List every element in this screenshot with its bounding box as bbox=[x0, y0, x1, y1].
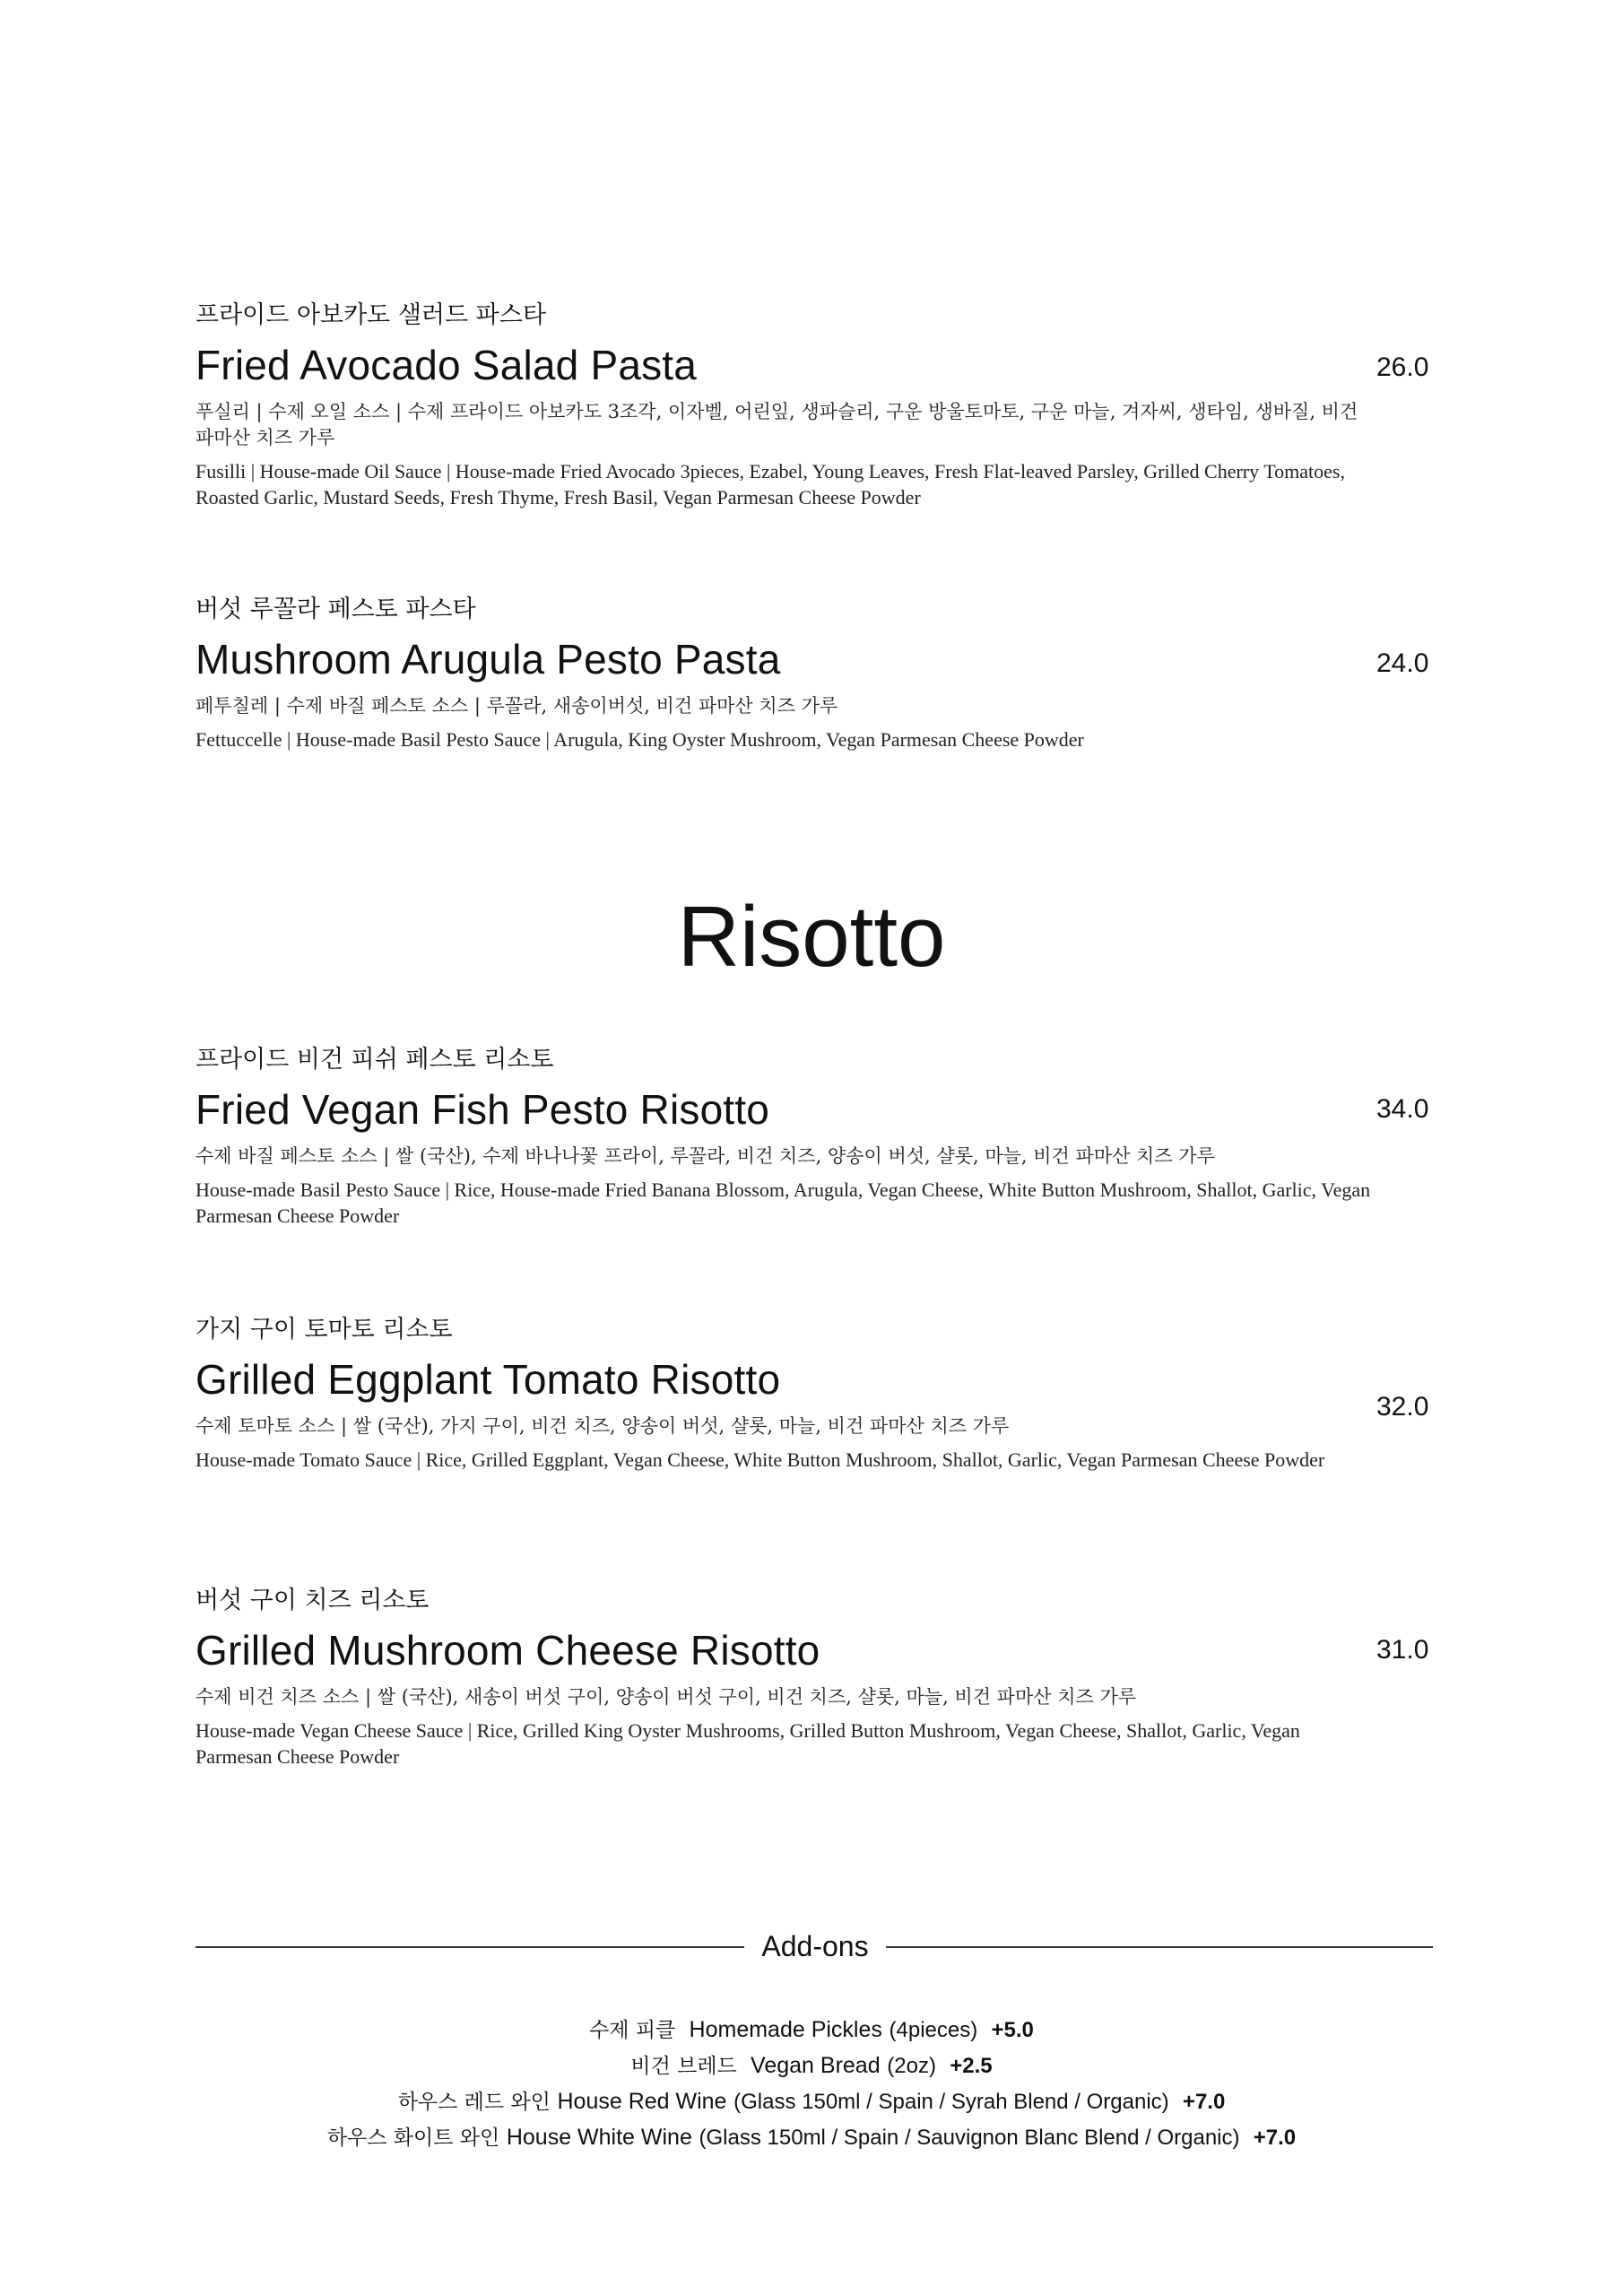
addon-detail: (2oz) bbox=[887, 2054, 936, 2078]
addon-price: +7.0 bbox=[1253, 2126, 1297, 2150]
item-name-english: Fried Avocado Salad Pasta bbox=[195, 342, 698, 388]
item-description-english: House-made Tomato Sauce | Rice, Grilled Eggplant, Vegan Cheese, White Button Mushroom, Shallot, Garlic, Vegan Parmesan Cheese Powder bbox=[195, 1448, 1325, 1471]
menu-item-fried-avocado-salad-pasta bbox=[195, 300, 1451, 510]
item-description-korean: 수제 토마토 소스 | 쌀 (국산), 가지 구이, 비건 치즈, 양송이 버섯, 샬롯, 마늘, 비건 파마산 치즈 가루 bbox=[195, 1415, 1010, 1437]
addon-name-english: House Red Wine bbox=[557, 2089, 727, 2114]
item-name-english: Grilled Mushroom Cheese Risotto bbox=[195, 1627, 820, 1674]
addon-name-korean: 수제 피클 bbox=[589, 2019, 676, 2042]
item-price: 31.0 bbox=[1376, 1635, 1429, 1665]
addon-price: +5.0 bbox=[991, 2018, 1034, 2042]
addon-name-korean: 하우스 레드 와인 bbox=[397, 2091, 551, 2114]
menu-item-mushroom-arugula-pesto-pasta bbox=[195, 595, 1451, 752]
item-description-korean: 페투칠레 | 수제 바질 페스토 소스 | 루꼴라, 새송이버섯, 비건 파마산 치즈 가루 bbox=[195, 695, 838, 717]
addons-divider-right bbox=[886, 1946, 1433, 1948]
item-price: 32.0 bbox=[1376, 1392, 1429, 1422]
addon-name-english: Homemade Pickles bbox=[689, 2017, 882, 2042]
item-description-english: House-made Basil Pesto Sauce | Rice, House-made Fried Banana Blossom, Arugula, Vegan Cheese, White Button Mushroom, Shallot, Garlic, Vegan Parmesan Cheese Powder bbox=[195, 1178, 1371, 1227]
item-name-english: Grilled Eggplant Tomato Risotto bbox=[195, 1356, 781, 1403]
item-description-korean: 푸실리 | 수제 오일 소스 | 수제 프라이드 아보카도 3조각, 이자벨, 어린잎, 생파슬리, 구운 방울토마토, 구운 마늘, 겨자씨, 생타임, 생바질, 비건 파마산 치즈 가루 bbox=[195, 401, 1358, 448]
item-name-korean: 가지 구이 토마토 리소토 bbox=[195, 1316, 453, 1344]
item-name-english: Fried Vegan Fish Pesto Risotto bbox=[195, 1086, 770, 1133]
menu-item-fried-vegan-fish-pesto-risotto bbox=[195, 1045, 1451, 1229]
addons-divider-left bbox=[195, 1946, 744, 1948]
addon-line bbox=[0, 2050, 1623, 2082]
addon-name-korean: 비건 브레드 bbox=[630, 2055, 737, 2078]
addon-name-english: Vegan Bread bbox=[751, 2053, 881, 2078]
item-price: 34.0 bbox=[1376, 1094, 1429, 1124]
addon-line bbox=[0, 2122, 1623, 2153]
addon-name-english: House White Wine bbox=[506, 2125, 692, 2150]
section-title-risotto: Risotto bbox=[677, 889, 946, 985]
menu-item-grilled-mushroom-cheese-risotto bbox=[195, 1586, 1451, 1770]
item-description-english: Fettuccelle | House-made Basil Pesto Sauce | Arugula, King Oyster Mushroom, Vegan Parmesan Cheese Powder bbox=[195, 728, 1084, 751]
item-name-english: Mushroom Arugula Pesto Pasta bbox=[195, 636, 781, 683]
addon-detail: (4pieces) bbox=[889, 2018, 978, 2042]
addon-line bbox=[0, 2086, 1623, 2118]
addon-price: +7.0 bbox=[1182, 2090, 1226, 2114]
item-name-korean: 버섯 루꼴라 페스토 파스타 bbox=[195, 596, 476, 623]
item-description-english: House-made Vegan Cheese Sauce | Rice, Grilled King Oyster Mushrooms, Grilled Button Mushroom, Vegan Cheese, Shallot, Garlic, Vegan Parmesan Cheese Powder bbox=[195, 1719, 1300, 1768]
item-description-korean: 수제 비건 치즈 소스 | 쌀 (국산), 새송이 버섯 구이, 양송이 버섯 구이, 비건 치즈, 샬롯, 마늘, 비건 파마산 치즈 가루 bbox=[195, 1686, 1137, 1708]
item-description-korean: 수제 바질 페스토 소스 | 쌀 (국산), 수제 바나나꽃 프라이, 루꼴라, 비건 치즈, 양송이 버섯, 샬롯, 마늘, 비건 파마산 치즈 가루 bbox=[195, 1145, 1215, 1167]
menu-item-grilled-eggplant-tomato-risotto bbox=[195, 1315, 1451, 1473]
item-name-korean: 프라이드 아보카도 샐러드 파스타 bbox=[195, 301, 546, 329]
addons-header bbox=[195, 1928, 1433, 1964]
item-name-korean: 프라이드 비건 피쉬 페스토 리소토 bbox=[195, 1046, 554, 1074]
addon-detail: (Glass 150ml / Spain / Sauvignon Blanc Blend / Organic) bbox=[699, 2126, 1240, 2150]
item-name-korean: 버섯 구이 치즈 리소토 bbox=[195, 1587, 430, 1614]
addon-detail: (Glass 150ml / Spain / Syrah Blend / Organic) bbox=[733, 2090, 1169, 2114]
item-price: 24.0 bbox=[1376, 648, 1429, 678]
addons-title: Add-ons bbox=[761, 1930, 869, 1962]
item-description-english: Fusilli | House-made Oil Sauce | House-made Fried Avocado 3pieces, Ezabel, Young Leaves, Fresh Flat-leaved Parsley, Grilled Cherry Tomatoes, Roasted Garlic, Mustard Seeds, Fresh Thyme, Fresh Basil, Vegan Parmesan Cheese Powder bbox=[195, 460, 1345, 509]
addon-name-korean: 하우스 화이트 와인 bbox=[326, 2126, 500, 2150]
item-price: 26.0 bbox=[1376, 352, 1429, 382]
addon-line bbox=[0, 2014, 1623, 2046]
addon-price: +2.5 bbox=[950, 2054, 993, 2078]
